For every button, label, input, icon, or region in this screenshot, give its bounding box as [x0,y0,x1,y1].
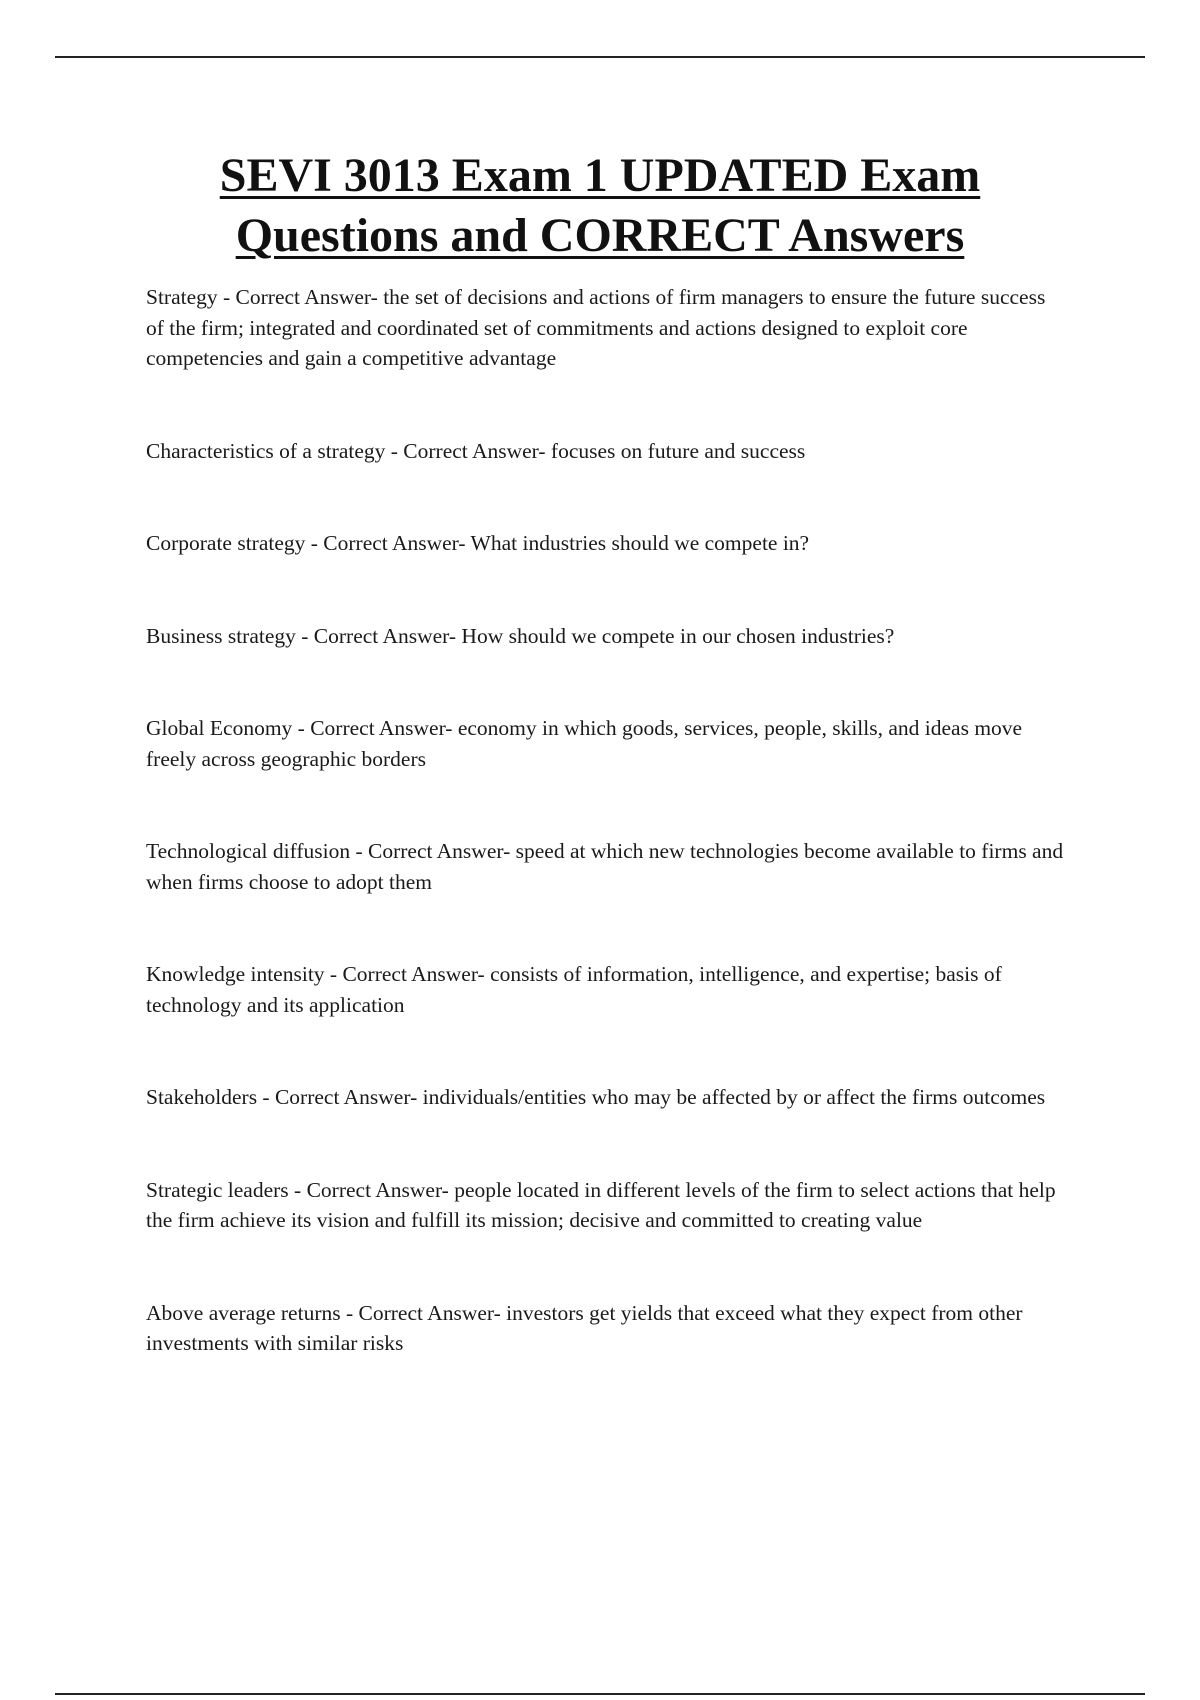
qa-entry-corporate-strategy: Corporate strategy - Correct Answer- What industries should we compete in? [146,531,810,555]
qa-entry-technological-diffusion: Technological diffusion - Correct Answer- speed at which new technologies become available to firms and when firms choose to adopt them [146,839,1064,894]
qa-entry-characteristics-of-a-strategy: Characteristics of a strategy - Correct Answer- focuses on future and success [146,438,806,463]
title-line-2: Questions and CORRECT Answers [235,209,965,262]
qa-entry-above-average-returns: Above average returns - Correct Answer- investors get yields that exceed what they expect from other investments with similar risks [146,1300,1023,1355]
top-divider [55,56,1145,58]
qa-entry-stakeholders: Stakeholders - Correct Answer- individuals/entities who may be affected by or affect the firms outcomes [146,1085,1046,1109]
qa-entry-business-strategy: Business strategy - Correct Answer- How should we compete in our chosen industries? [146,623,895,648]
qa-list [146,282,1066,1421]
qa-entry-strategy: Strategy - Correct Answer- the set of decisions and actions of firm managers to ensure the future success of the firm; integrated and coordinated set of commitments and actions designed to exploit core competencies and gain a competitive advantage [146,285,1046,370]
qa-entry-global-economy: Global Economy - Correct Answer- economy in which goods, services, people, skills, and ideas move freely across geographic borders [146,716,1023,771]
qa-entry-knowledge-intensity: Knowledge intensity - Correct Answer- consists of information, intelligence, and expertise; basis of technology and its application [146,962,1002,1017]
qa-entry-strategic-leaders: Strategic leaders - Correct Answer- people located in different levels of the firm to select actions that help the firm achieve its vision and fulfill its mission; decisive and committed to creating value [146,1177,1056,1232]
page-title [100,146,1100,266]
bottom-divider [55,1693,1145,1695]
title-line-1: SEVI 3013 Exam 1 UPDATED Exam [219,149,981,202]
